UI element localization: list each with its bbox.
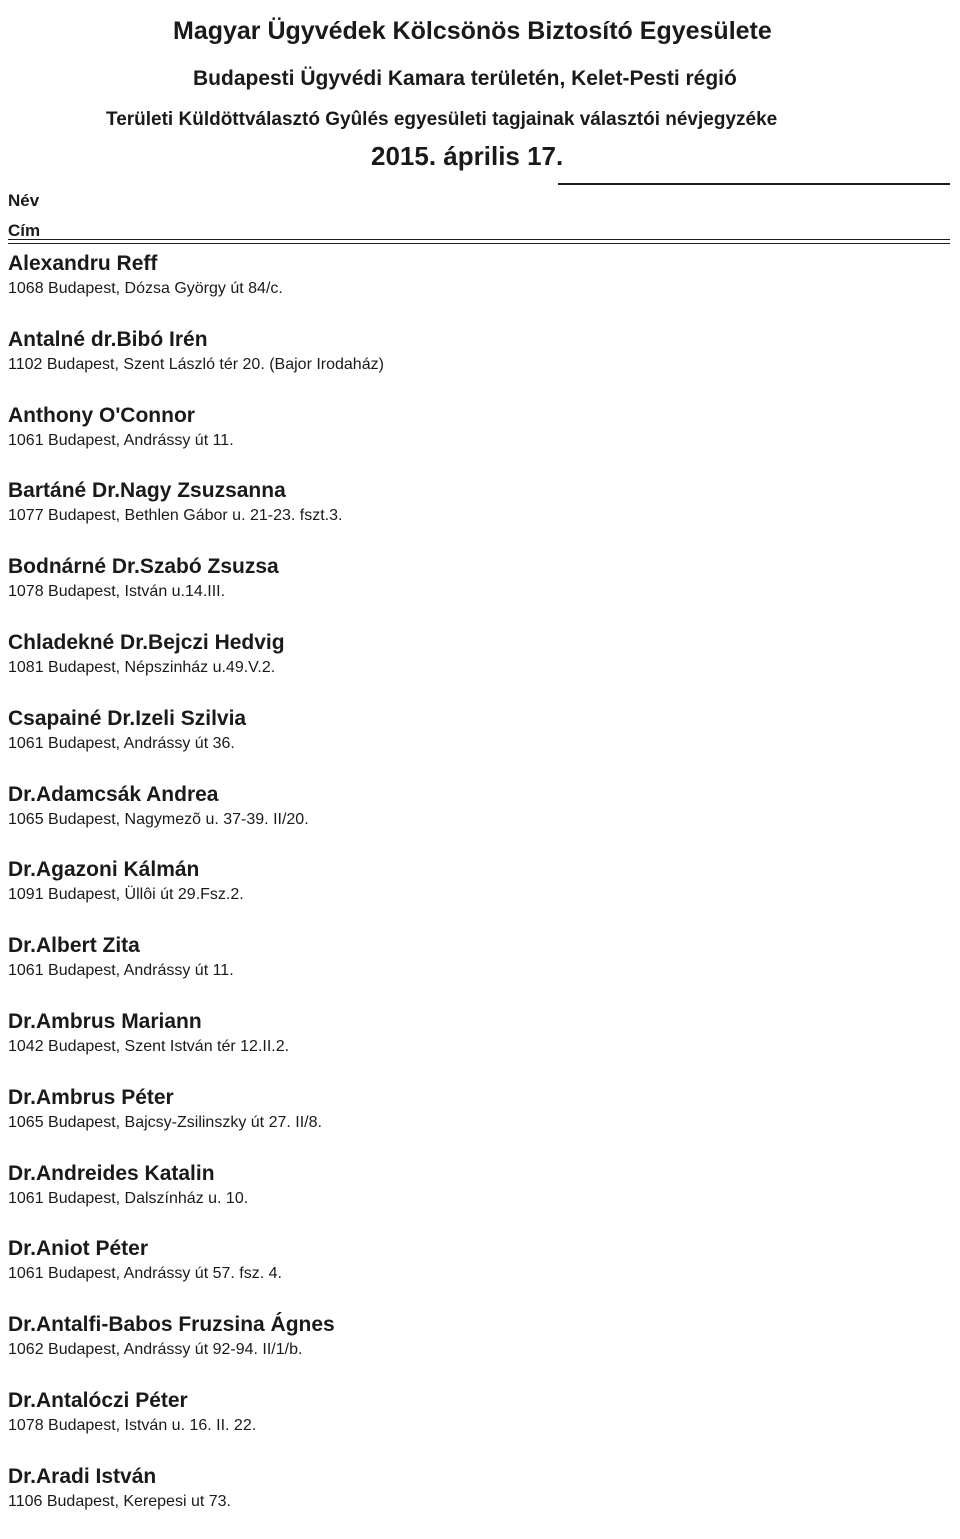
list-item (8, 629, 948, 705)
member-address: 1061 Budapest, Dalszínház u. 10. (8, 1189, 249, 1207)
member-name: Alexandru Reff (8, 252, 158, 275)
list-item (8, 1008, 948, 1084)
voter-list (8, 250, 948, 1539)
list-item (8, 553, 948, 629)
member-address: 1061 Budapest, Andrássy út 36. (8, 734, 235, 752)
member-address: 1061 Budapest, Andrássy út 11. (8, 431, 234, 449)
member-name: Bodnárné Dr.Szabó Zsuzsa (8, 555, 279, 579)
document-date: 2015. április 17. (371, 141, 564, 171)
member-name: Dr.Albert Zita (8, 934, 140, 958)
member-address: 1102 Budapest, Szent László tér 20. (Bajor Irodaház) (8, 355, 384, 373)
list-item (8, 856, 948, 932)
member-name: Dr.Ambrus Péter (8, 1085, 174, 1109)
list-item (8, 250, 948, 326)
list-item (8, 1387, 948, 1463)
member-name: Dr.Agazoni Kálmán (8, 858, 200, 882)
member-name: Chladekné Dr.Bejczi Hedvig (8, 630, 285, 654)
member-address: 1042 Budapest, Szent István tér 12.II.2. (8, 1037, 290, 1055)
document-title: Magyar Ügyvédek Kölcsönös Biztosító Egyesülete (173, 17, 772, 45)
member-address: 1068 Budapest, Dózsa György út 84/c. (8, 280, 283, 297)
member-name: Dr.Aniot Péter (8, 1237, 149, 1261)
list-item (8, 402, 948, 478)
member-name: Antalné dr.Bibó Irén (8, 327, 208, 351)
list-item (8, 1311, 948, 1387)
member-name: Anthony O'Connor (8, 403, 195, 427)
member-address: 1078 Budapest, István u.14.III. (8, 583, 226, 601)
column-header-name: Név (8, 191, 40, 210)
member-address: 1106 Budapest, Kerepesi ut 73. (8, 1492, 231, 1510)
column-header-address: Cím (8, 221, 41, 240)
member-name: Dr.Adamcsák Andrea (8, 782, 219, 806)
header-divider (558, 183, 950, 185)
member-address: 1061 Budapest, Andrássy út 11. (8, 962, 234, 980)
member-name: Csapainé Dr.Izeli Szilvia (8, 706, 247, 730)
member-address: 1081 Budapest, Népszinház u.49.V.2. (8, 658, 276, 676)
list-item (8, 1463, 948, 1539)
column-header-divider (8, 239, 950, 244)
list-item (8, 705, 948, 781)
member-name: Dr.Antalfi-Babos Fruzsina Ágnes (8, 1313, 335, 1337)
member-address: 1077 Budapest, Bethlen Gábor u. 21-23. fszt.3. (8, 507, 343, 525)
member-name: Dr.Ambrus Mariann (8, 1009, 202, 1033)
member-name: Dr.Antalóczi Péter (8, 1388, 188, 1412)
list-item (8, 1235, 948, 1311)
member-name: Dr.Andreides Katalin (8, 1161, 215, 1185)
member-address: 1065 Budapest, Bajcsy-Zsilinszky út 27. II/8. (8, 1113, 322, 1131)
document-description: Területi Küldöttválasztó Gyûlés egyesületi tagjainak választói névjegyzéke (106, 109, 778, 130)
list-item (8, 477, 948, 553)
member-address: 1061 Budapest, Andrássy út 57. fsz. 4. (8, 1265, 282, 1283)
list-item (8, 1084, 948, 1160)
member-address: 1091 Budapest, Üllôi út 29.Fsz.2. (8, 886, 244, 904)
member-address: 1062 Budapest, Andrássy út 92-94. II/1/b. (8, 1341, 303, 1359)
document-subtitle: Budapesti Ügyvédi Kamara területén, Kelet-Pesti régió (193, 67, 737, 90)
list-item (8, 932, 948, 1008)
list-item (8, 326, 948, 402)
member-address: 1065 Budapest, Nagymezõ u. 37-39. II/20. (8, 810, 309, 828)
member-address: 1078 Budapest, István u. 16. II. 22. (8, 1416, 257, 1434)
list-item (8, 781, 948, 857)
list-item (8, 1160, 948, 1236)
member-name: Dr.Aradi István (8, 1464, 157, 1488)
member-name: Bartáné Dr.Nagy Zsuzsanna (8, 479, 286, 503)
